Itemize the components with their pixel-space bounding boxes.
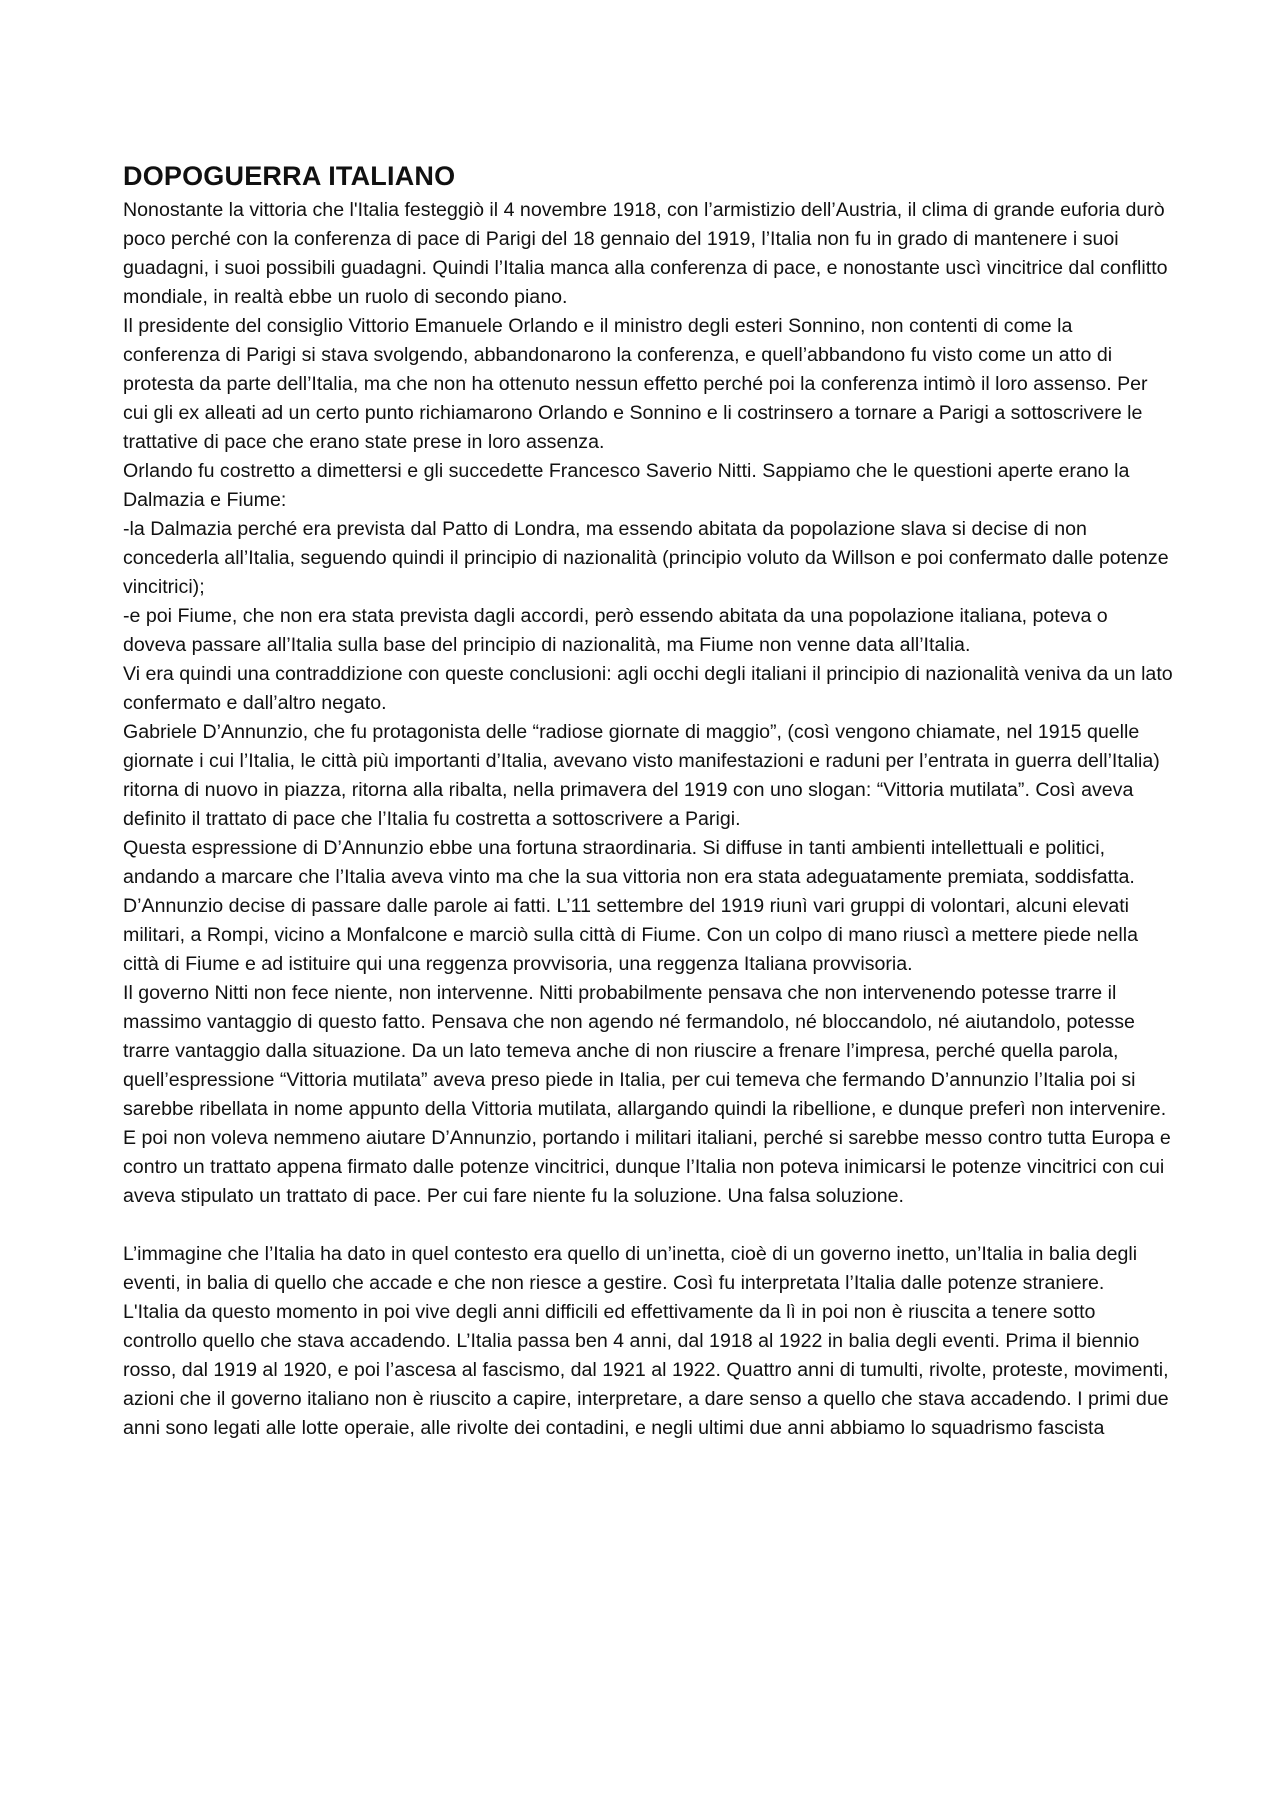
paragraph-fiume: -e poi Fiume, che non era stata prevista dagli accordi, però essendo abitata da una popolazione italiana, poteva o doveva passare all’Italia sulla base del principio di nazionalità, ma Fiume non venne data all’Italia. (123, 605, 1108, 656)
paragraph-dalmazia: -la Dalmazia perché era prevista dal Patto di Londra, ma essendo abitata da popolazione slava si decise di non concederla all’Italia, seguendo quindi il principio di nazionalità (principio voluto da Willson e poi confermato dalle potenze vincitrici); (123, 518, 1169, 598)
paragraph-dannunzio: Gabriele D’Annunzio, che fu protagonista delle “radiose giornate di maggio”, (così vengono chiamate, nel 1915 quelle giornate i cui l’Italia, le città più importanti d’Italia, avevano visto manifestazioni e raduni per l’entrata in guerra dell’Italia) ritorna di nuovo in piazza, ritorna alla ribalta, nella primavera del 1919 con uno slogan: “Vittoria mutilata”. Così aveva definito il trattato di pace che l’Italia fu costretta a sottoscrivere a Parigi. (123, 721, 1160, 830)
paragraph-contraddizione: Vi era quindi una contraddizione con queste conclusioni: agli occhi degli italiani il principio di nazionalità veniva da un lato confermato e dall’altro negato. (123, 663, 1173, 714)
paragraph-nitti-questions: Orlando fu costretto a dimettersi e gli succedette Francesco Saverio Nitti. Sappiamo che le questioni aperte erano la Dalmazia e Fiume: (123, 460, 1130, 511)
paragraph-immagine: L’immagine che l’Italia ha dato in quel contesto era quello di un’inetta, cioè di un governo inetto, un’Italia in balia degli eventi, in balia di quello che accade e che non riesce a gestire. Così fu interpretata l’Italia dalle potenze straniere. (123, 1243, 1138, 1294)
document-page (123, 158, 1173, 1443)
paragraph-orlando-sonnino: Il presidente del consiglio Vittorio Emanuele Orlando e il ministro degli esteri Sonnino, non contenti di come la conferenza di Parigi si stava svolgendo, abbandonarono la conferenza, e quell’abbandono fu visto come un atto di protesta da parte dell’Italia, ma che non ha ottenuto nessun effetto perché poi la conferenza intimò il loro assenso. Per cui gli ex alleati ad un certo punto richiamarono Orlando e Sonnino e li costrinsero a tornare a Parigi a sottoscrivere le trattative di pace che erano state prese in loro assenza. (123, 315, 1148, 453)
paragraph-spacer (123, 1211, 1173, 1240)
paragraph-intro: Nonostante la vittoria che l'Italia festeggiò il 4 novembre 1918, con l’armistizio dell’Austria, il clima di grande euforia durò poco perché con la conferenza di pace di Parigi del 18 gennaio del 1919, l’Italia non fu in grado di mantenere i suoi guadagni, i suoi possibili guadagni. Quindi l’Italia manca alla conferenza di pace, e nonostante uscì vincitrice dal conflitto mondiale, in realtà ebbe un ruolo di secondo piano. (123, 199, 1168, 308)
paragraph-governo-nitti: Il governo Nitti non fece niente, non intervenne. Nitti probabilmente pensava che non intervenendo potesse trarre il massimo vantaggio di questo fatto. Pensava che non agendo né fermandolo, né bloccandolo, né aiutandolo, potesse trarre vantaggio dalla situazione. Da un lato temeva anche di non riuscire a frenare l’impresa, perché quella parola, quell’espressione “Vittoria mutilata” aveva preso piede in Italia, per cui temeva che fermando D’annunzio l’Italia poi si sarebbe ribellata in nome appunto della Vittoria mutilata, allargando quindi la ribellione, e dunque preferì non intervenire. E poi non voleva nemmeno aiutare D’Annunzio, portando i militari italiani, perché si sarebbe messo contro tutta Europa e contro un trattato appena firmato dalle potenze vincitrici, dunque l’Italia non poteva inimicarsi le potenze vincitrici con cui aveva stipulato un trattato di pace. Per cui fare niente fu la soluzione. Una falsa soluzione. (123, 982, 1171, 1207)
paragraph-espressione: Questa espressione di D’Annunzio ebbe una fortuna straordinaria. Si diffuse in tanti ambienti intellettuali e politici, andando a marcare che l’Italia aveva vinto ma che la sua vittoria non era stata adeguatamente premiata, soddisfatta. D’Annunzio decise di passare dalle parole ai fatti. L’11 settembre del 1919 riunì vari gruppi di volontari, alcuni elevati militari, a Rompi, vicino a Monfalcone e marciò sulla città di Fiume. Con un colpo di mano riuscì a mettere piede nella città di Fiume e ad istituire qui una reggenza provvisoria, una reggenza Italiana provvisoria. (123, 837, 1138, 975)
document-title: DOPOGUERRA ITALIANO (123, 161, 456, 191)
paragraph-anni-difficili: L'Italia da questo momento in poi vive degli anni difficili ed effettivamente da lì in poi non è riuscita a tenere sotto controllo quello che stava accadendo. L’Italia passa ben 4 anni, dal 1918 al 1922 in balia degli eventi. Prima il biennio rosso, dal 1919 al 1920, e poi l’ascesa al fascismo, dal 1921 al 1922. Quattro anni di tumulti, rivolte, proteste, movimenti, azioni che il governo italiano non è riuscito a capire, interpretare, a dare senso a quello che stava accadendo. I primi due anni sono legati alle lotte operaie, alle rivolte dei contadini, e negli ultimi due anni abbiamo lo squadrismo fascista (123, 1301, 1169, 1439)
